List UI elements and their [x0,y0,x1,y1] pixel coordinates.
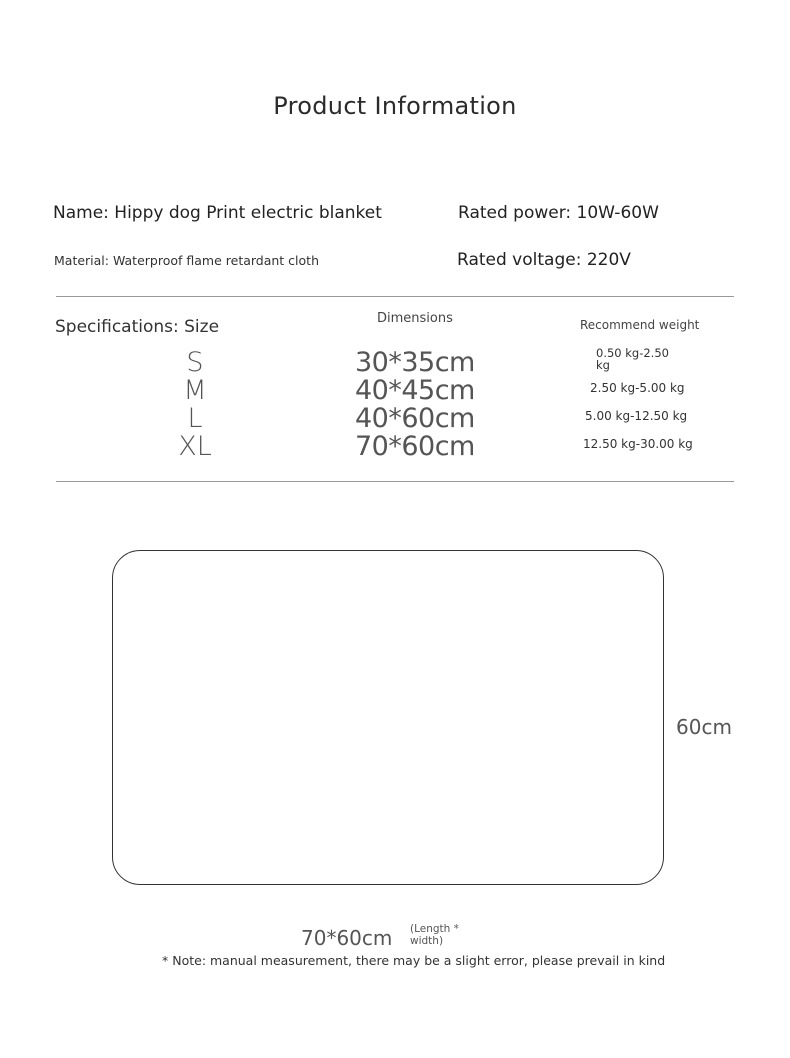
measurement-note: * Note: manual measurement, there may be a slight error, please prevail in kind [162,953,666,968]
material: Material: Waterproof flame retardant cloth [54,253,320,268]
weight-heading: Recommend weight [580,318,700,332]
size-s-weight: 0.50 kg-2.50 kg [596,346,669,372]
divider-bottom [56,481,734,482]
dimensions-heading: Dimensions [377,311,453,326]
divider-top [56,296,734,297]
rated-voltage: Rated voltage: 220V [457,250,631,270]
size-xl-weight: 12.50 kg-30.00 kg [583,437,693,451]
size-label: 70*60cm [301,926,393,950]
size-m-weight: 2.50 kg-5.00 kg [590,381,685,395]
size-s: S [186,347,204,378]
spec-heading: Specifications: Size [55,317,220,337]
product-name: Name: Hippy dog Print electric blanket [53,203,382,223]
size-l-weight: 5.00 kg-12.50 kg [585,409,688,423]
page-title: Product Information [273,92,517,120]
rated-power: Rated power: 10W-60W [458,203,659,223]
size-xl-dimensions: 70*60cm [355,431,475,462]
size-m-dimensions: 40*45cm [355,375,475,406]
height-label: 60cm [676,715,732,739]
size-s-dimensions: 30*35cm [355,347,475,378]
blanket-outline [112,550,664,885]
size-l-dimensions: 40*60cm [355,403,475,434]
size-note: (Length * width) [410,923,459,947]
size-l: L [187,403,203,434]
size-xl: XL [178,431,212,462]
size-m: M [183,375,207,406]
